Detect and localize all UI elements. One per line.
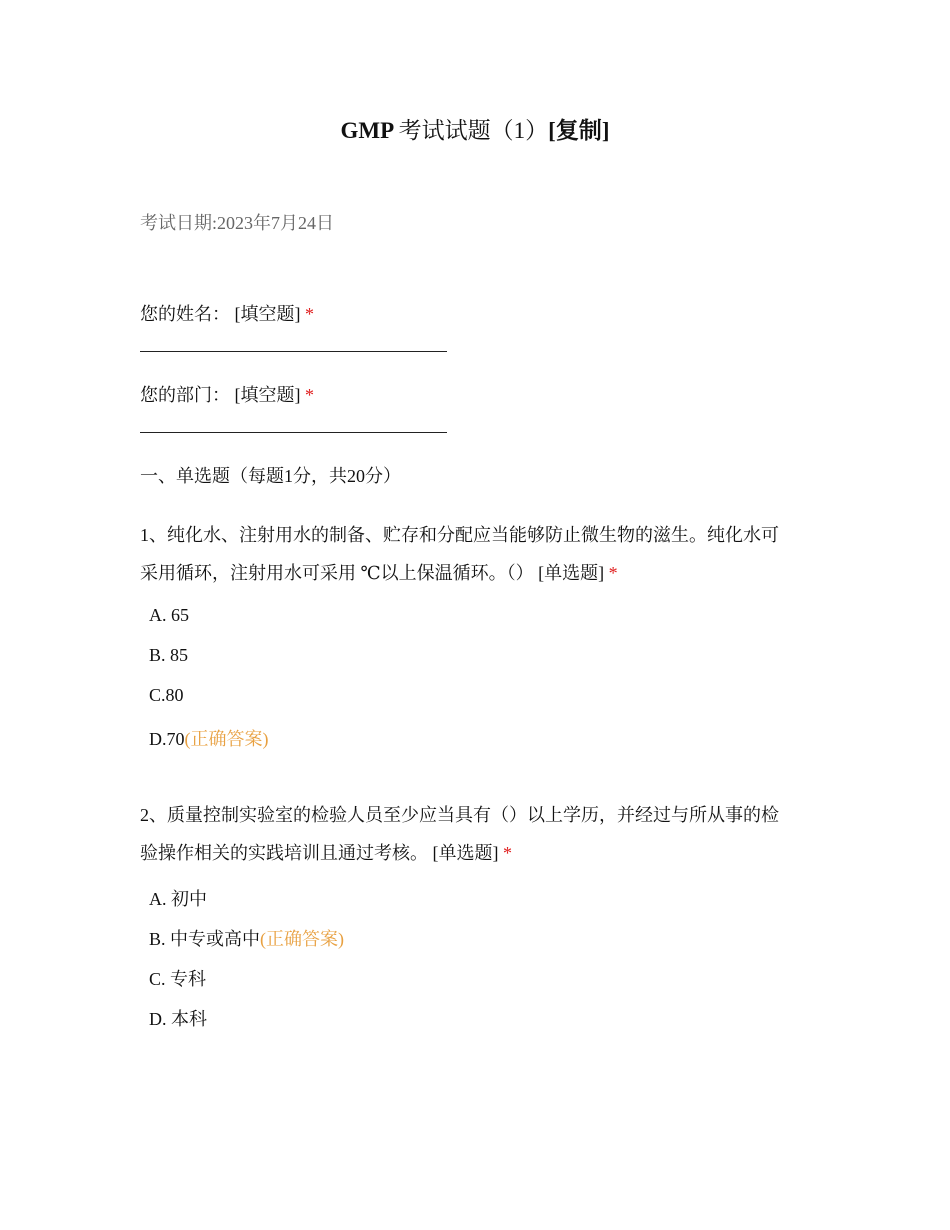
question-1-option-b[interactable]: B. 85	[149, 645, 189, 665]
question-1-text-line-1: 1、纯化水、注射用水的制备、贮存和分配应当能够防止微生物的滋生。纯化水可	[140, 525, 779, 545]
required-mark: *	[503, 843, 512, 863]
field-type: [填空题]	[234, 304, 301, 324]
field-label: 您的姓名：	[140, 304, 230, 324]
required-mark: *	[305, 304, 314, 324]
title-suffix: [复制]	[548, 118, 610, 143]
option-label: D.70	[149, 729, 185, 749]
section-heading: 一、单选题（每题1分，共20分）	[140, 466, 401, 486]
question-text: 采用循环，注射用水可采用 ℃以上保温循环。（）	[140, 563, 534, 583]
correct-answer-note: (正确答案)	[260, 929, 345, 949]
question-2-option-b[interactable]	[149, 925, 344, 951]
question-2-option-c[interactable]: C. 专科	[149, 969, 207, 989]
name-field-label	[140, 300, 314, 326]
question-2-text-line-1: 2、质量控制实验室的检验人员至少应当具有（）以上学历，并经过与所从事的检	[140, 805, 779, 825]
correct-answer-note: (正确答案)	[184, 729, 269, 749]
name-input[interactable]	[140, 351, 447, 352]
department-field-label	[140, 381, 314, 407]
question-1-option-d[interactable]	[149, 725, 269, 751]
question-1-option-a[interactable]: A. 65	[149, 605, 189, 625]
question-type: [单选题]	[538, 563, 605, 583]
question-text: 验操作相关的实践培训且通过考核。	[140, 843, 428, 863]
question-2-option-a[interactable]: A. 初中	[149, 889, 207, 909]
title-text: 考试试题（1）	[398, 118, 549, 143]
required-mark: *	[608, 563, 618, 583]
title-bold: GMP	[340, 118, 393, 143]
option-label: B. 中专或高中	[149, 929, 261, 949]
page-title	[0, 112, 950, 145]
field-label: 您的部门：	[140, 385, 230, 405]
question-2-option-d[interactable]: D. 本科	[149, 1009, 207, 1029]
question-type: [单选题]	[432, 843, 499, 863]
question-1-option-c[interactable]: C.80	[149, 685, 184, 705]
question-1-text-line-2	[140, 559, 618, 585]
question-2-text-line-2	[140, 839, 512, 865]
required-mark: *	[305, 385, 314, 405]
exam-date: 考试日期:2023年7月24日	[140, 213, 335, 233]
field-type: [填空题]	[234, 385, 301, 405]
department-input[interactable]	[140, 432, 447, 433]
